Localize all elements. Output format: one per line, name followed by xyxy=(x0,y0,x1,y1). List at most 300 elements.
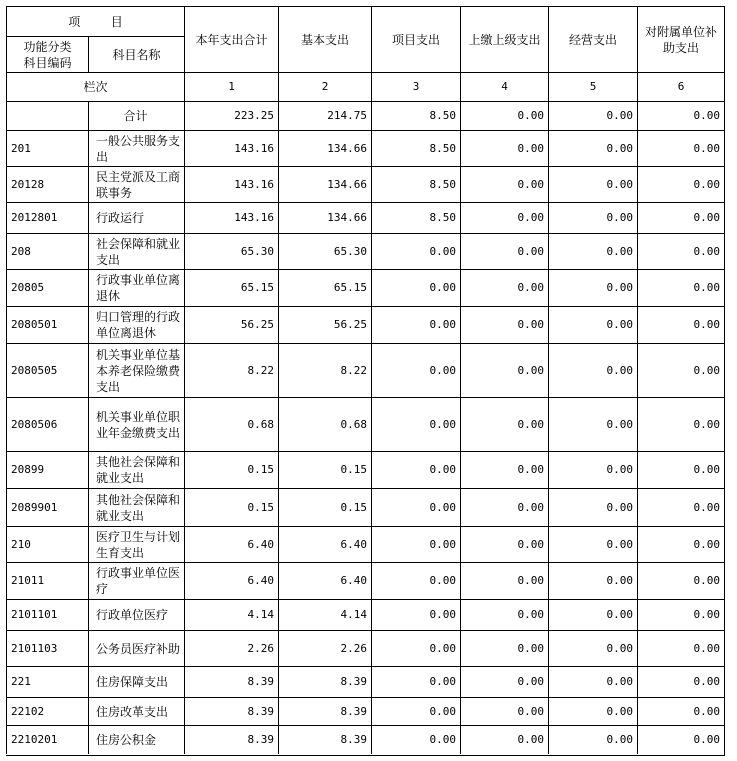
row-0-name xyxy=(88,101,184,130)
header-col-number-5-text: 5 xyxy=(589,80,597,93)
row-13-value-2 xyxy=(278,599,371,630)
row-6-value-4 xyxy=(460,306,548,343)
row-8-value-2 xyxy=(278,397,371,451)
row-11-name-text: 医疗卫生与计划生育支出 xyxy=(96,529,181,560)
header-col-number-2-text: 2 xyxy=(321,80,329,93)
row-16-code xyxy=(6,697,88,725)
row-8-code xyxy=(6,397,88,451)
row-17-value-2 xyxy=(278,725,371,754)
row-5-value-5 xyxy=(548,269,637,306)
row-1-value-4-text: 0.00 xyxy=(517,141,544,155)
row-16-value-2-text: 8.39 xyxy=(340,704,367,718)
row-2-value-4 xyxy=(460,166,548,202)
row-9-code xyxy=(6,451,88,488)
header-col-number-6 xyxy=(637,72,724,101)
row-16-value-4 xyxy=(460,697,548,725)
row-14-value-2-text: 2.26 xyxy=(340,641,367,655)
row-3-value-2-text: 134.66 xyxy=(327,211,367,224)
row-0-value-3-text: 8.50 xyxy=(429,109,456,122)
row-13-value-4 xyxy=(460,599,548,630)
row-5-value-1-text: 65.15 xyxy=(240,281,274,294)
row-0-name-text: 合计 xyxy=(123,109,148,123)
row-14-value-5 xyxy=(548,630,637,666)
row-13-value-2-text: 4.14 xyxy=(340,608,367,621)
row-4-value-1-text: 65.30 xyxy=(240,244,274,258)
row-5-value-6 xyxy=(637,269,724,306)
row-5-code xyxy=(6,269,88,306)
row-11-value-3-text: 0.00 xyxy=(429,537,456,551)
row-3-value-6-text: 0.00 xyxy=(693,211,720,224)
row-5-value-4 xyxy=(460,269,548,306)
row-0-value-1-text: 223.25 xyxy=(234,109,274,122)
header-col-1-text: 本年支出合计 xyxy=(195,32,268,47)
row-11-value-5-text: 0.00 xyxy=(606,537,633,551)
row-4-value-2-text: 65.30 xyxy=(333,244,367,258)
row-13-value-5-text: 0.00 xyxy=(606,608,633,621)
row-15-value-3 xyxy=(371,666,460,697)
row-2-code xyxy=(6,166,88,202)
row-7-code xyxy=(6,343,88,397)
row-16-value-3 xyxy=(371,697,460,725)
row-3-name xyxy=(88,202,184,233)
row-16-value-5-text: 0.00 xyxy=(606,704,633,718)
row-17-value-6-text: 0.00 xyxy=(693,733,720,746)
row-3-code-text: 2012801 xyxy=(11,211,58,224)
row-13-value-1 xyxy=(184,599,278,630)
row-4-name xyxy=(88,233,184,269)
row-5-value-1 xyxy=(184,269,278,306)
row-11-name xyxy=(88,526,184,562)
row-14-value-1-text: 2.26 xyxy=(247,641,274,655)
row-2-value-3 xyxy=(371,166,460,202)
row-15-value-3-text: 0.00 xyxy=(429,675,456,688)
row-14-value-4 xyxy=(460,630,548,666)
row-0-value-5-text: 0.00 xyxy=(606,109,633,122)
row-13-code-text: 2101101 xyxy=(11,608,58,621)
row-15-code-text: 221 xyxy=(11,675,31,688)
row-3-value-3 xyxy=(371,202,460,233)
header-col-1 xyxy=(184,6,278,72)
row-10-name xyxy=(88,488,184,526)
row-13-value-4-text: 0.00 xyxy=(517,608,544,621)
row-15-value-4-text: 0.00 xyxy=(517,675,544,688)
row-8-value-5-text: 0.00 xyxy=(606,417,633,431)
row-17-code xyxy=(6,725,88,754)
row-2-value-2-text: 134.66 xyxy=(327,177,367,191)
row-4-value-3 xyxy=(371,233,460,269)
row-4-name-text: 社会保障和就业支出 xyxy=(96,236,181,267)
row-8-name-text: 机关事业单位职业年金缴费支出 xyxy=(96,409,181,440)
row-4-code-text: 208 xyxy=(11,244,31,258)
row-17-name-text: 住房公积金 xyxy=(96,733,157,747)
row-12-value-3-text: 0.00 xyxy=(429,574,456,587)
row-5-value-2 xyxy=(278,269,371,306)
row-7-value-1-text: 8.22 xyxy=(247,363,274,377)
row-3-code xyxy=(6,202,88,233)
row-6-value-1 xyxy=(184,306,278,343)
row-6-name xyxy=(88,306,184,343)
row-13-value-3 xyxy=(371,599,460,630)
row-11-code xyxy=(6,526,88,562)
row-1-value-5-text: 0.00 xyxy=(606,141,633,155)
row-4-value-3-text: 0.00 xyxy=(429,244,456,258)
row-13-value-3-text: 0.00 xyxy=(429,608,456,621)
row-9-code-text: 20899 xyxy=(11,463,45,476)
row-3-value-5 xyxy=(548,202,637,233)
row-10-value-2-text: 0.15 xyxy=(340,500,367,514)
row-2-value-6-text: 0.00 xyxy=(693,177,720,191)
row-6-value-2-text: 56.25 xyxy=(333,318,367,331)
row-7-code-text: 2080505 xyxy=(11,363,58,377)
row-2-name xyxy=(88,166,184,202)
row-0-value-2 xyxy=(278,101,371,130)
row-15-value-1-text: 8.39 xyxy=(247,675,274,688)
row-15-value-2-text: 8.39 xyxy=(340,675,367,688)
row-8-value-2-text: 0.68 xyxy=(340,417,367,431)
row-2-value-1-text: 143.16 xyxy=(234,177,274,191)
row-8-value-6-text: 0.00 xyxy=(693,417,720,431)
row-7-value-3 xyxy=(371,343,460,397)
row-1-value-6-text: 0.00 xyxy=(693,141,720,155)
row-5-name xyxy=(88,269,184,306)
row-7-value-2-text: 8.22 xyxy=(340,363,367,377)
row-14-name-text: 公务员医疗补助 xyxy=(96,641,181,656)
row-11-value-1 xyxy=(184,526,278,562)
row-3-value-4-text: 0.00 xyxy=(517,211,544,224)
row-7-name xyxy=(88,343,184,397)
header-col-number-1-text: 1 xyxy=(228,80,235,93)
row-3-value-4 xyxy=(460,202,548,233)
row-10-value-6 xyxy=(637,488,724,526)
row-10-value-5-text: 0.00 xyxy=(606,500,633,514)
row-5-value-2-text: 65.15 xyxy=(333,281,367,294)
row-12-value-6-text: 0.00 xyxy=(693,574,720,587)
row-16-value-4-text: 0.00 xyxy=(517,704,544,718)
row-11-value-1-text: 6.40 xyxy=(247,537,274,551)
row-7-value-6-text: 0.00 xyxy=(693,363,720,377)
row-1-name xyxy=(88,130,184,166)
row-2-value-4-text: 0.00 xyxy=(517,177,544,191)
row-3-value-1-text: 143.16 xyxy=(234,211,274,224)
row-17-value-1 xyxy=(184,725,278,754)
row-1-value-1-text: 143.16 xyxy=(234,141,274,155)
row-16-value-3-text: 0.00 xyxy=(429,704,456,718)
header-col-number-6-text: 6 xyxy=(677,80,685,93)
row-4-value-5-text: 0.00 xyxy=(606,244,633,258)
row-6-code xyxy=(6,306,88,343)
header-col-number-4-text: 4 xyxy=(501,80,508,93)
row-12-value-2-text: 6.40 xyxy=(340,574,367,587)
row-4-value-1 xyxy=(184,233,278,269)
row-17-code-text: 2210201 xyxy=(11,733,58,746)
row-9-value-1-text: 0.15 xyxy=(247,463,274,476)
row-2-value-5 xyxy=(548,166,637,202)
row-14-value-3 xyxy=(371,630,460,666)
row-5-name-text: 行政事业单位离退休 xyxy=(96,273,181,303)
row-7-value-6 xyxy=(637,343,724,397)
row-13-value-1-text: 4.14 xyxy=(247,608,274,621)
header-func-code xyxy=(6,36,88,72)
row-3-value-5-text: 0.00 xyxy=(606,211,633,224)
row-10-value-4 xyxy=(460,488,548,526)
row-9-value-4-text: 0.00 xyxy=(517,463,544,476)
row-1-value-1 xyxy=(184,130,278,166)
row-6-value-6 xyxy=(637,306,724,343)
row-2-value-5-text: 0.00 xyxy=(606,177,633,191)
row-10-value-4-text: 0.00 xyxy=(517,500,544,514)
row-6-code-text: 2080501 xyxy=(11,318,58,331)
row-9-name xyxy=(88,451,184,488)
row-17-value-3 xyxy=(371,725,460,754)
header-col-6 xyxy=(637,6,724,72)
header-row-index-label: 栏次 xyxy=(83,80,108,94)
row-4-value-5 xyxy=(548,233,637,269)
row-5-value-6-text: 0.00 xyxy=(693,281,720,294)
row-9-value-3-text: 0.00 xyxy=(429,463,456,476)
row-5-value-3-text: 0.00 xyxy=(429,281,456,294)
expenditure-table xyxy=(6,6,724,755)
row-1-value-2 xyxy=(278,130,371,166)
row-13-value-6 xyxy=(637,599,724,630)
row-15-code xyxy=(6,666,88,697)
row-6-value-5 xyxy=(548,306,637,343)
header-project xyxy=(6,6,184,36)
row-16-value-6 xyxy=(637,697,724,725)
header-func-code-label: 功能分类 科目编码 xyxy=(23,39,72,70)
row-10-value-2 xyxy=(278,488,371,526)
row-2-code-text: 20128 xyxy=(11,177,45,191)
row-8-value-1 xyxy=(184,397,278,451)
row-8-value-4 xyxy=(460,397,548,451)
row-7-value-4-text: 0.00 xyxy=(517,363,544,377)
row-1-value-2-text: 134.66 xyxy=(327,141,367,155)
row-7-value-2 xyxy=(278,343,371,397)
row-12-value-1 xyxy=(184,562,278,599)
row-9-value-6-text: 0.00 xyxy=(693,463,720,476)
row-9-name-text: 其他社会保障和就业支出 xyxy=(96,455,181,485)
header-col-6-text: 对附属单位补 助支出 xyxy=(644,24,717,55)
row-1-value-3-text: 8.50 xyxy=(429,141,456,155)
row-11-code-text: 210 xyxy=(11,537,31,551)
row-3-value-3-text: 8.50 xyxy=(429,211,456,224)
row-12-value-4 xyxy=(460,562,548,599)
row-6-value-5-text: 0.00 xyxy=(606,318,633,331)
row-17-name xyxy=(88,725,184,754)
row-11-value-5 xyxy=(548,526,637,562)
row-15-name-text: 住房保障支出 xyxy=(96,675,169,689)
row-10-value-3 xyxy=(371,488,460,526)
row-8-name xyxy=(88,397,184,451)
row-13-value-5 xyxy=(548,599,637,630)
row-8-value-3-text: 0.00 xyxy=(429,417,456,431)
row-12-value-6 xyxy=(637,562,724,599)
row-6-value-6-text: 0.00 xyxy=(693,318,720,331)
row-15-value-6-text: 0.00 xyxy=(693,675,720,688)
row-6-value-3 xyxy=(371,306,460,343)
row-7-value-4 xyxy=(460,343,548,397)
row-7-value-1 xyxy=(184,343,278,397)
row-14-code-text: 2101103 xyxy=(11,641,58,655)
row-17-value-5 xyxy=(548,725,637,754)
row-9-value-5-text: 0.00 xyxy=(606,463,633,476)
row-12-value-3 xyxy=(371,562,460,599)
row-11-value-6-text: 0.00 xyxy=(693,537,720,551)
row-15-value-6 xyxy=(637,666,724,697)
row-15-value-5-text: 0.00 xyxy=(606,675,633,688)
row-17-value-5-text: 0.00 xyxy=(606,733,633,746)
row-2-value-1 xyxy=(184,166,278,202)
row-10-code-text: 2089901 xyxy=(11,500,58,514)
row-1-name-text: 一般公共服务支出 xyxy=(96,133,181,164)
header-col-number-4 xyxy=(460,72,548,101)
header-subject-name-label: 科目名称 xyxy=(112,47,161,62)
row-13-name-text: 行政单位医疗 xyxy=(96,608,169,622)
row-0-value-2-text: 214.75 xyxy=(327,109,367,122)
row-16-value-2 xyxy=(278,697,371,725)
row-14-value-3-text: 0.00 xyxy=(429,641,456,655)
row-11-value-2 xyxy=(278,526,371,562)
row-4-code xyxy=(6,233,88,269)
row-1-code xyxy=(6,130,88,166)
row-11-value-2-text: 6.40 xyxy=(340,537,367,551)
row-6-value-2 xyxy=(278,306,371,343)
row-5-value-5-text: 0.00 xyxy=(606,281,633,294)
row-11-value-4 xyxy=(460,526,548,562)
row-3-value-1 xyxy=(184,202,278,233)
row-17-value-1-text: 8.39 xyxy=(247,733,274,746)
row-2-value-6 xyxy=(637,166,724,202)
row-17-value-6 xyxy=(637,725,724,754)
row-10-value-6-text: 0.00 xyxy=(693,500,720,514)
row-14-code xyxy=(6,630,88,666)
row-12-value-5-text: 0.00 xyxy=(606,574,633,587)
header-col-5-text: 经营支出 xyxy=(568,32,617,47)
row-14-value-1 xyxy=(184,630,278,666)
header-col-number-1 xyxy=(184,72,278,101)
row-12-name xyxy=(88,562,184,599)
row-9-value-4 xyxy=(460,451,548,488)
row-15-value-2 xyxy=(278,666,371,697)
row-9-value-3 xyxy=(371,451,460,488)
row-2-value-2 xyxy=(278,166,371,202)
row-10-value-3-text: 0.00 xyxy=(429,500,456,514)
row-14-value-4-text: 0.00 xyxy=(517,641,544,655)
row-14-value-2 xyxy=(278,630,371,666)
row-14-name xyxy=(88,630,184,666)
row-3-name-text: 行政运行 xyxy=(96,211,145,225)
row-0-value-6-text: 0.00 xyxy=(693,109,720,122)
row-0-value-5 xyxy=(548,101,637,130)
row-4-value-2 xyxy=(278,233,371,269)
row-0-value-4-text: 0.00 xyxy=(517,109,544,122)
row-9-value-2 xyxy=(278,451,371,488)
row-0-value-3 xyxy=(371,101,460,130)
row-9-value-2-text: 0.15 xyxy=(340,463,367,476)
row-12-value-2 xyxy=(278,562,371,599)
row-7-value-5 xyxy=(548,343,637,397)
row-16-name xyxy=(88,697,184,725)
header-col-number-5 xyxy=(548,72,637,101)
row-15-value-1 xyxy=(184,666,278,697)
row-7-value-5-text: 0.00 xyxy=(606,363,633,377)
header-row-index xyxy=(6,72,184,101)
row-8-value-5 xyxy=(548,397,637,451)
row-15-value-5 xyxy=(548,666,637,697)
header-col-number-2 xyxy=(278,72,371,101)
row-1-value-3 xyxy=(371,130,460,166)
row-12-value-4-text: 0.00 xyxy=(517,574,544,587)
row-5-value-4-text: 0.00 xyxy=(517,281,544,294)
row-4-value-6 xyxy=(637,233,724,269)
row-16-name-text: 住房改革支出 xyxy=(96,704,169,719)
row-5-code-text: 20805 xyxy=(11,281,45,294)
row-4-value-4-text: 0.00 xyxy=(517,244,544,258)
row-12-name-text: 行政事业单位医疗 xyxy=(96,566,181,596)
row-8-value-4-text: 0.00 xyxy=(517,417,544,431)
row-9-value-6 xyxy=(637,451,724,488)
row-13-code xyxy=(6,599,88,630)
header-col-number-3-text: 3 xyxy=(412,80,420,93)
row-10-value-1 xyxy=(184,488,278,526)
row-17-value-4-text: 0.00 xyxy=(517,733,544,746)
row-7-name-text: 机关事业单位基本养老保险缴费支出 xyxy=(96,347,181,394)
row-0-value-4 xyxy=(460,101,548,130)
row-12-value-1-text: 6.40 xyxy=(247,574,274,587)
row-17-value-3-text: 0.00 xyxy=(429,733,456,746)
header-col-4-text: 上缴上级支出 xyxy=(468,32,541,47)
row-2-name-text: 民主党派及工商联事务 xyxy=(96,169,181,200)
row-0-code xyxy=(6,101,88,130)
row-16-value-1 xyxy=(184,697,278,725)
row-5-value-3 xyxy=(371,269,460,306)
row-6-value-4-text: 0.00 xyxy=(517,318,544,331)
row-13-name xyxy=(88,599,184,630)
row-11-value-6 xyxy=(637,526,724,562)
row-15-name xyxy=(88,666,184,697)
header-col-number-3 xyxy=(371,72,460,101)
row-10-value-1-text: 0.15 xyxy=(247,500,274,514)
row-8-code-text: 2080506 xyxy=(11,417,58,431)
row-14-value-6 xyxy=(637,630,724,666)
row-9-value-1 xyxy=(184,451,278,488)
row-13-value-6-text: 0.00 xyxy=(693,608,720,621)
row-14-value-5-text: 0.00 xyxy=(606,641,633,655)
header-col-2-text: 基本支出 xyxy=(300,32,349,47)
row-4-value-4 xyxy=(460,233,548,269)
row-10-name-text: 其他社会保障和就业支出 xyxy=(96,492,181,523)
row-2-value-3-text: 8.50 xyxy=(429,177,456,191)
row-8-value-3 xyxy=(371,397,460,451)
row-11-value-4-text: 0.00 xyxy=(517,537,544,551)
header-col-2 xyxy=(278,6,371,72)
row-0-value-6 xyxy=(637,101,724,130)
row-7-value-3-text: 0.00 xyxy=(429,363,456,377)
row-1-value-4 xyxy=(460,130,548,166)
row-6-value-3-text: 0.00 xyxy=(429,318,456,331)
row-3-value-2 xyxy=(278,202,371,233)
row-10-code xyxy=(6,488,88,526)
header-col-3-text: 项目支出 xyxy=(391,32,440,47)
row-1-code-text: 201 xyxy=(11,141,31,155)
header-col-4 xyxy=(460,6,548,72)
row-17-value-2-text: 8.39 xyxy=(340,733,367,746)
header-col-3 xyxy=(371,6,460,72)
row-16-value-1-text: 8.39 xyxy=(247,704,274,718)
row-16-code-text: 22102 xyxy=(11,704,45,718)
row-1-value-6 xyxy=(637,130,724,166)
row-12-code xyxy=(6,562,88,599)
row-9-value-5 xyxy=(548,451,637,488)
